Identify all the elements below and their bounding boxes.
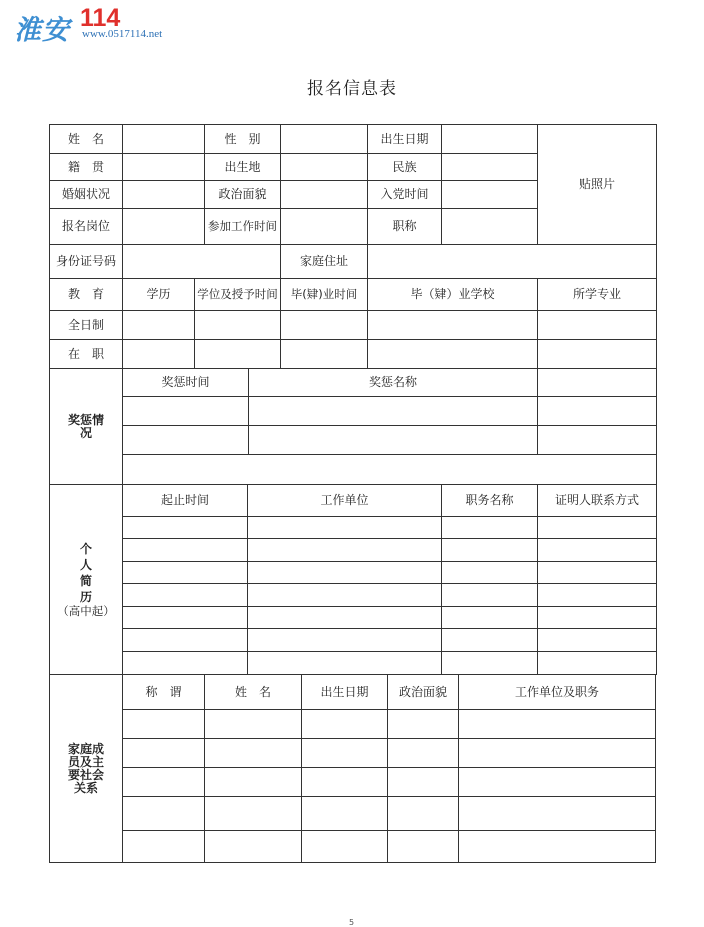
- basic-info-table: [49, 124, 657, 245]
- title-rank-field[interactable]: [442, 209, 538, 245]
- family-cell[interactable]: [459, 797, 656, 831]
- resume-cell[interactable]: [123, 652, 248, 675]
- party-join-time-label: 入党时间: [368, 181, 442, 209]
- family-cell[interactable]: [302, 797, 388, 831]
- education-table: [49, 244, 657, 369]
- edu-cell[interactable]: [195, 311, 281, 340]
- resume-col-reference: 证明人联系方式: [538, 485, 657, 517]
- resume-sublabel: （高中起）: [57, 604, 115, 618]
- family-cell[interactable]: [205, 768, 302, 797]
- resume-cell[interactable]: [123, 584, 248, 607]
- family-col-employer: 工作单位及职务: [459, 675, 656, 710]
- name-label: 姓 名: [50, 125, 123, 154]
- ethnicity-field[interactable]: [442, 154, 538, 181]
- awards-cell[interactable]: [123, 455, 657, 485]
- family-cell[interactable]: [459, 768, 656, 797]
- awards-cell[interactable]: [123, 426, 249, 455]
- resume-cell[interactable]: [538, 539, 657, 562]
- birth-date-field[interactable]: [442, 125, 538, 154]
- edu-col-major: 所学专业: [538, 279, 657, 311]
- family-cell[interactable]: [388, 710, 459, 739]
- family-cell[interactable]: [123, 768, 205, 797]
- resume-cell[interactable]: [248, 539, 442, 562]
- party-join-time-field[interactable]: [442, 181, 538, 209]
- resume-cell[interactable]: [442, 652, 538, 675]
- family-cell[interactable]: [302, 831, 388, 863]
- awards-cell[interactable]: [123, 397, 249, 426]
- awards-cell[interactable]: [538, 369, 657, 397]
- resume-cell[interactable]: [123, 607, 248, 629]
- resume-cell[interactable]: [442, 584, 538, 607]
- resume-cell[interactable]: [123, 539, 248, 562]
- edu-row-fulltime: 全日制: [50, 311, 123, 340]
- birthplace-field[interactable]: [281, 154, 368, 181]
- awards-cell[interactable]: [249, 426, 538, 455]
- birth-date-label: 出生日期: [368, 125, 442, 154]
- awards-cell[interactable]: [538, 426, 657, 455]
- ethnicity-label: 民族: [368, 154, 442, 181]
- awards-col-time: 奖惩时间: [123, 369, 249, 397]
- work-start-time-field[interactable]: [281, 209, 368, 245]
- photo-cell[interactable]: 贴照片: [538, 125, 657, 245]
- resume-cell[interactable]: [538, 607, 657, 629]
- edu-cell[interactable]: [123, 311, 195, 340]
- page-number: 5: [349, 918, 355, 927]
- resume-cell[interactable]: [248, 652, 442, 675]
- native-place-label: 籍 贯: [50, 154, 123, 181]
- family-cell[interactable]: [205, 710, 302, 739]
- resume-cell[interactable]: [442, 517, 538, 539]
- logo-url: www.0517114.net: [82, 28, 163, 40]
- edu-col-degree: 学历: [123, 279, 195, 311]
- logo-number: 114: [80, 4, 121, 32]
- edu-col-school: 毕（肄）业学校: [368, 279, 538, 311]
- family-cell[interactable]: [205, 831, 302, 863]
- family-col-political: 政治面貌: [388, 675, 459, 710]
- id-number-field[interactable]: [123, 245, 281, 279]
- gender-label: 性 别: [205, 125, 281, 154]
- family-cell[interactable]: [459, 739, 656, 768]
- edu-cell[interactable]: [368, 340, 538, 369]
- native-place-field[interactable]: [123, 154, 205, 181]
- work-start-time-label: 参加工作时间: [205, 209, 281, 245]
- applied-post-label: 报名岗位: [50, 209, 123, 245]
- family-cell[interactable]: [123, 831, 205, 863]
- edu-cell[interactable]: [538, 340, 657, 369]
- resume-cell[interactable]: [538, 629, 657, 652]
- edu-col-graduation-time: 毕(肄)业时间: [281, 279, 368, 311]
- resume-col-position: 职务名称: [442, 485, 538, 517]
- family-col-name: 姓 名: [205, 675, 302, 710]
- edu-cell[interactable]: [368, 311, 538, 340]
- family-col-relation: 称 谓: [123, 675, 205, 710]
- family-cell[interactable]: [123, 710, 205, 739]
- resume-cell[interactable]: [538, 517, 657, 539]
- resume-cell[interactable]: [442, 539, 538, 562]
- resume-cell[interactable]: [538, 652, 657, 675]
- resume-col-employer: 工作单位: [248, 485, 442, 517]
- marital-status-label: 婚姻状况: [50, 181, 123, 209]
- home-address-label: 家庭住址: [281, 245, 368, 279]
- gender-field[interactable]: [281, 125, 368, 154]
- family-cell[interactable]: [123, 739, 205, 768]
- resume-cell[interactable]: [248, 607, 442, 629]
- marital-status-field[interactable]: [123, 181, 205, 209]
- edu-cell[interactable]: [195, 340, 281, 369]
- title-rank-label: 职称: [368, 209, 442, 245]
- family-cell[interactable]: [388, 797, 459, 831]
- awards-label: 奖惩情况: [50, 369, 123, 485]
- family-cell[interactable]: [205, 739, 302, 768]
- edu-cell[interactable]: [538, 311, 657, 340]
- form-title: 报名信息表: [307, 79, 397, 99]
- family-cell[interactable]: [388, 739, 459, 768]
- family-cell[interactable]: [302, 768, 388, 797]
- home-address-field[interactable]: [368, 245, 657, 279]
- resume-cell[interactable]: [538, 584, 657, 607]
- resume-cell[interactable]: [538, 562, 657, 584]
- family-cell[interactable]: [123, 797, 205, 831]
- edu-cell[interactable]: [281, 311, 368, 340]
- family-cell[interactable]: [302, 710, 388, 739]
- resume-label: 个人简历: [79, 542, 92, 604]
- birthplace-label: 出生地: [205, 154, 281, 181]
- awards-col-name: 奖惩名称: [249, 369, 538, 397]
- resume-cell[interactable]: [123, 562, 248, 584]
- resume-cell[interactable]: [442, 629, 538, 652]
- family-cell[interactable]: [205, 797, 302, 831]
- family-cell[interactable]: [388, 831, 459, 863]
- applied-post-field[interactable]: [123, 209, 205, 245]
- family-cell[interactable]: [302, 739, 388, 768]
- resume-cell[interactable]: [248, 517, 442, 539]
- name-field[interactable]: [123, 125, 205, 154]
- edu-row-inservice: 在 职: [50, 340, 123, 369]
- resume-cell[interactable]: [248, 584, 442, 607]
- resume-cell[interactable]: [442, 562, 538, 584]
- awards-cell[interactable]: [538, 397, 657, 426]
- resume-label-cell: [50, 485, 123, 675]
- family-label: 家庭成员及主要社会关系: [50, 675, 123, 863]
- family-cell[interactable]: [388, 768, 459, 797]
- resume-col-period: 起止时间: [123, 485, 248, 517]
- site-logo: [14, 6, 184, 46]
- education-label: 教 育: [50, 279, 123, 311]
- id-number-label: 身份证号码: [50, 245, 123, 279]
- resume-cell[interactable]: [248, 562, 442, 584]
- family-cell[interactable]: [459, 831, 656, 863]
- family-col-birth: 出生日期: [302, 675, 388, 710]
- awards-cell[interactable]: [249, 397, 538, 426]
- family-cell[interactable]: [459, 710, 656, 739]
- political-status-field[interactable]: [281, 181, 368, 209]
- resume-cell[interactable]: [123, 517, 248, 539]
- edu-cell[interactable]: [281, 340, 368, 369]
- resume-cell[interactable]: [123, 629, 248, 652]
- edu-cell[interactable]: [123, 340, 195, 369]
- resume-table: [49, 484, 657, 675]
- awards-table: [49, 368, 657, 485]
- resume-cell[interactable]: [442, 607, 538, 629]
- logo-chars: 淮安: [14, 15, 70, 46]
- family-table: [49, 674, 656, 863]
- political-status-label: 政治面貌: [205, 181, 281, 209]
- resume-cell[interactable]: [248, 629, 442, 652]
- edu-col-degree-time: 学位及授予时间: [195, 279, 281, 311]
